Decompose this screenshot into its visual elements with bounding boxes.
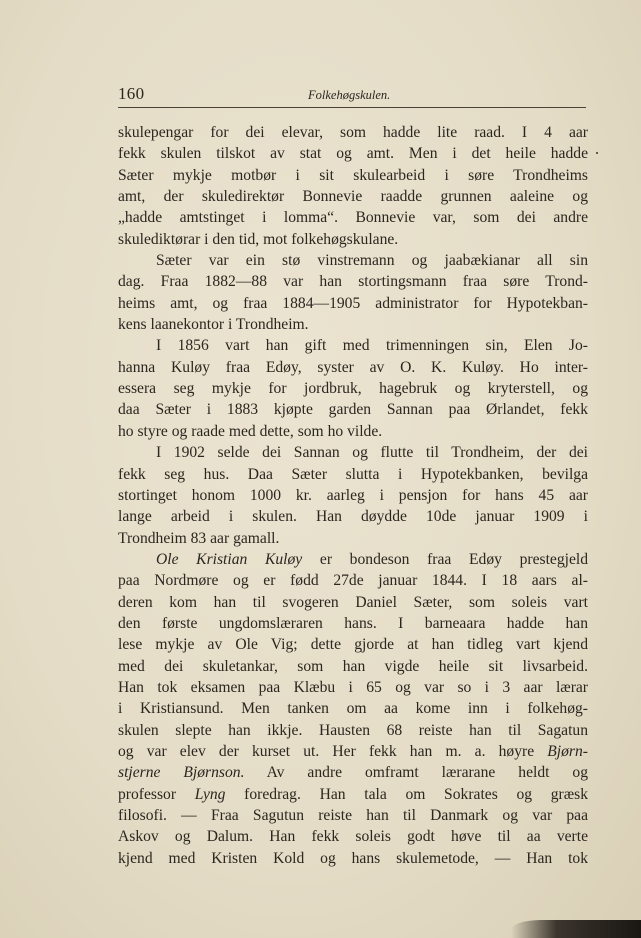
text-line: Trondheim 83 aar gamall. [118, 529, 280, 547]
page-number: 160 [118, 84, 145, 103]
text-line: Ole Kristian Kuløy er bondeson fraa Edøy prestegjeld [156, 550, 588, 568]
text-line: paa Nordmøre og er fødd 27de januar 1844. I 18 aars al- [118, 572, 588, 590]
text-line: fekk seg hus. Daa Sæter slutta i Hypotekbanken, bevilga [118, 465, 588, 483]
text-line: professor Lyng foredrag. Han tala om Sokrates og græsk [118, 785, 588, 803]
italic-name: Ole Kristian Kuløy [156, 550, 303, 568]
text-line: I 1902 selde dei Sannan og flutte til Trondheim, der dei [156, 444, 588, 462]
page-edge-shadow [511, 920, 641, 938]
text-line: daa Sæter i 1883 kjøpte garden Sannan paa Ørlandet, fekk [118, 401, 588, 419]
text-line: I 1856 vart han gift med trimenningen sin, Elen Jo- [156, 337, 588, 355]
text-line: fekk skulen tilskot av stat og amt. Men i det heile hadde [118, 145, 588, 163]
text-line: i Kristiansund. Men tanken om aa kome inn i folkehøg- [118, 700, 588, 718]
text-line: lange arbeid i skulen. Han døydde 10de januar 1909 i [118, 508, 588, 526]
page-header [118, 84, 588, 106]
text-line: stjerne Bjørnson. Av andre omframt lærarane heldt og [118, 764, 588, 782]
body-text [118, 122, 588, 869]
text-line: og var elev der kurset ut. Her fekk han m. a. høyre Bjørn- [118, 742, 588, 760]
text-line: lese mykje av Ole Vig; dette gjorde at han tidleg vart kjend [118, 636, 588, 654]
text-line: heims amt, og fraa 1884—1905 administrator for Hypotekban- [118, 294, 588, 312]
italic-name: Lyng [194, 785, 226, 803]
text-line: „hadde amtstinget i lomma“. Bonnevie var, som dei andre [118, 209, 588, 227]
header-rule [118, 107, 586, 108]
ink-speck [596, 152, 598, 154]
text-line: Sæter mykje motbør i sit skulearbeid i søre Trondheims [118, 166, 588, 184]
text-line: deren kom han til svogeren Daniel Sæter, som soleis vart [118, 593, 588, 611]
italic-name: stjerne Bjørnson. [118, 764, 245, 782]
text-line: skulediktørar i den tid, mot folkehøgskulane. [118, 230, 399, 248]
text-line: ho styre og raade med dette, som ho vilde. [118, 422, 383, 440]
text-line: Han tok eksamen paa Klæbu i 65 og var so i 3 aar lærar [118, 678, 588, 696]
text-line: kens laanekontor i Trondheim. [118, 316, 309, 334]
text-line: hanna Kuløy fraa Edøy, syster av O. K. Kuløy. Ho inter- [118, 358, 588, 376]
text-line: Askov og Dalum. Han fekk soleis godt høve til aa verte [118, 828, 588, 846]
text-line: kjend med Kristen Kold og hans skulemetode, — Han tok [118, 849, 588, 867]
text-line: essera seg mykje for jordbruk, hagebruk og kryterstell, og [118, 380, 588, 398]
text-line: den første ungdomslæraren hans. I barneaara hadde han [118, 614, 588, 632]
text-line: skulepengar for dei elevar, som hadde lite raad. I 4 aar [118, 124, 588, 141]
text-line: amt, der skuledirektør Bonnevie raadde grunnen aaleine og [118, 188, 588, 206]
text-line: Sæter var ein stø vinstremann og jaabækianar all sin [156, 252, 588, 270]
text-line: med dei skuletankar, som han vigde heile sit livsarbeid. [118, 657, 588, 675]
text-line: skulen slepte han ikkje. Hausten 68 reiste han til Sagatun [118, 721, 588, 739]
running-title: Folkehøgskulen. [308, 88, 391, 102]
italic-name: Bjørn- [547, 742, 588, 760]
text-line: filosofi. — Fraa Sagutun reiste han til Danmark og var paa [118, 807, 588, 824]
text-line: dag. Fraa 1882—88 var han stortingsmann fraa søre Trond- [118, 273, 588, 291]
text-line: stortinget honom 1000 kr. aarleg i pensjon for hans 45 aar [118, 486, 588, 504]
